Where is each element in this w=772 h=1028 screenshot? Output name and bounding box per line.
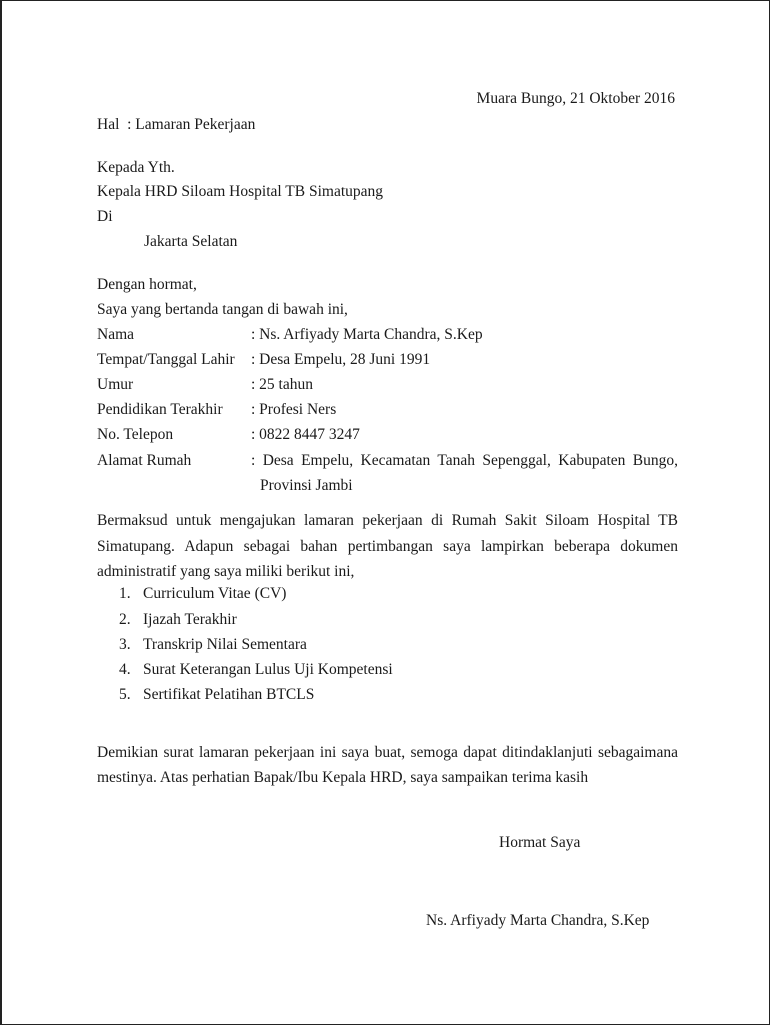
attachment-item	[119, 584, 286, 604]
attachment-item	[119, 660, 393, 680]
intro-text: Saya yang bertanda tangan di bawah ini,	[97, 301, 348, 318]
closing-line-2: mestinya. Atas perhatian Bapak/Ibu Kepala HRD, saya sampaikan terima kasih	[97, 769, 589, 786]
subject-line: Hal : Lamaran Pekerjaan	[97, 116, 256, 133]
identity-label: Alamat Rumah	[97, 452, 192, 469]
identity-value: : 0822 8447 3247	[251, 426, 360, 443]
attachment-text: Curriculum Vitae (CV)	[143, 585, 287, 602]
signatory-name: Ns. Arfiyady Marta Chandra, S.Kep	[426, 912, 650, 929]
body-line-1: Bermaksud untuk mengajukan lamaran pekerjaan di Rumah Sakit Siloam Hospital TB	[97, 512, 678, 529]
attachment-text: Sertifikat Pelatihan BTCLS	[143, 686, 315, 703]
identity-value: : Desa Empelu, Kecamatan Tanah Sepenggal, Kabupaten Bungo,	[251, 452, 678, 469]
recipient-greeting: Kepada Yth.	[97, 159, 175, 176]
address-continuation: Provinsi Jambi	[260, 477, 353, 494]
identity-value: : Ns. Arfiyady Marta Chandra, S.Kep	[251, 326, 483, 343]
recipient-di: Di	[97, 208, 113, 225]
salutation: Dengan hormat,	[97, 276, 197, 293]
attachment-number: 3.	[119, 636, 131, 653]
identity-label: Pendidikan Terakhir	[97, 401, 223, 418]
attachment-item	[119, 635, 307, 655]
attachment-item	[119, 610, 237, 630]
attachment-text: Surat Keterangan Lulus Uji Kompetensi	[143, 661, 393, 678]
attachment-number: 2.	[119, 611, 131, 628]
place-date: Muara Bungo, 21 Oktober 2016	[476, 90, 675, 107]
attachment-text: Transkrip Nilai Sementara	[143, 636, 307, 653]
identity-value: : Profesi Ners	[251, 401, 337, 418]
identity-label: Nama	[97, 326, 135, 343]
attachment-item	[119, 685, 314, 705]
closing-line-1: Demikian surat lamaran pekerjaan ini saya buat, semoga dapat ditindaklanjuti sebagaimana	[97, 744, 678, 761]
attachment-number: 5.	[119, 686, 131, 703]
identity-label: Tempat/Tanggal Lahir	[97, 351, 235, 368]
body-line-2: Simatupang. Adapun sebagai bahan pertimbangan saya lampirkan beberapa dokumen	[97, 538, 678, 555]
identity-value: : Desa Empelu, 28 Juni 1991	[251, 351, 431, 368]
attachment-number: 1.	[119, 585, 131, 602]
identity-value: : 25 tahun	[251, 376, 313, 393]
recipient-city: Jakarta Selatan	[144, 233, 238, 250]
recipient-name: Kepala HRD Siloam Hospital TB Simatupang	[97, 183, 384, 200]
body-line-3: administratif yang saya miliki berikut ini,	[97, 563, 355, 580]
sign-off: Hormat Saya	[499, 834, 581, 851]
identity-label: Umur	[97, 376, 134, 393]
identity-label: No. Telepon	[97, 426, 174, 443]
attachment-text: Ijazah Terakhir	[143, 611, 237, 628]
attachment-number: 4.	[119, 661, 131, 678]
